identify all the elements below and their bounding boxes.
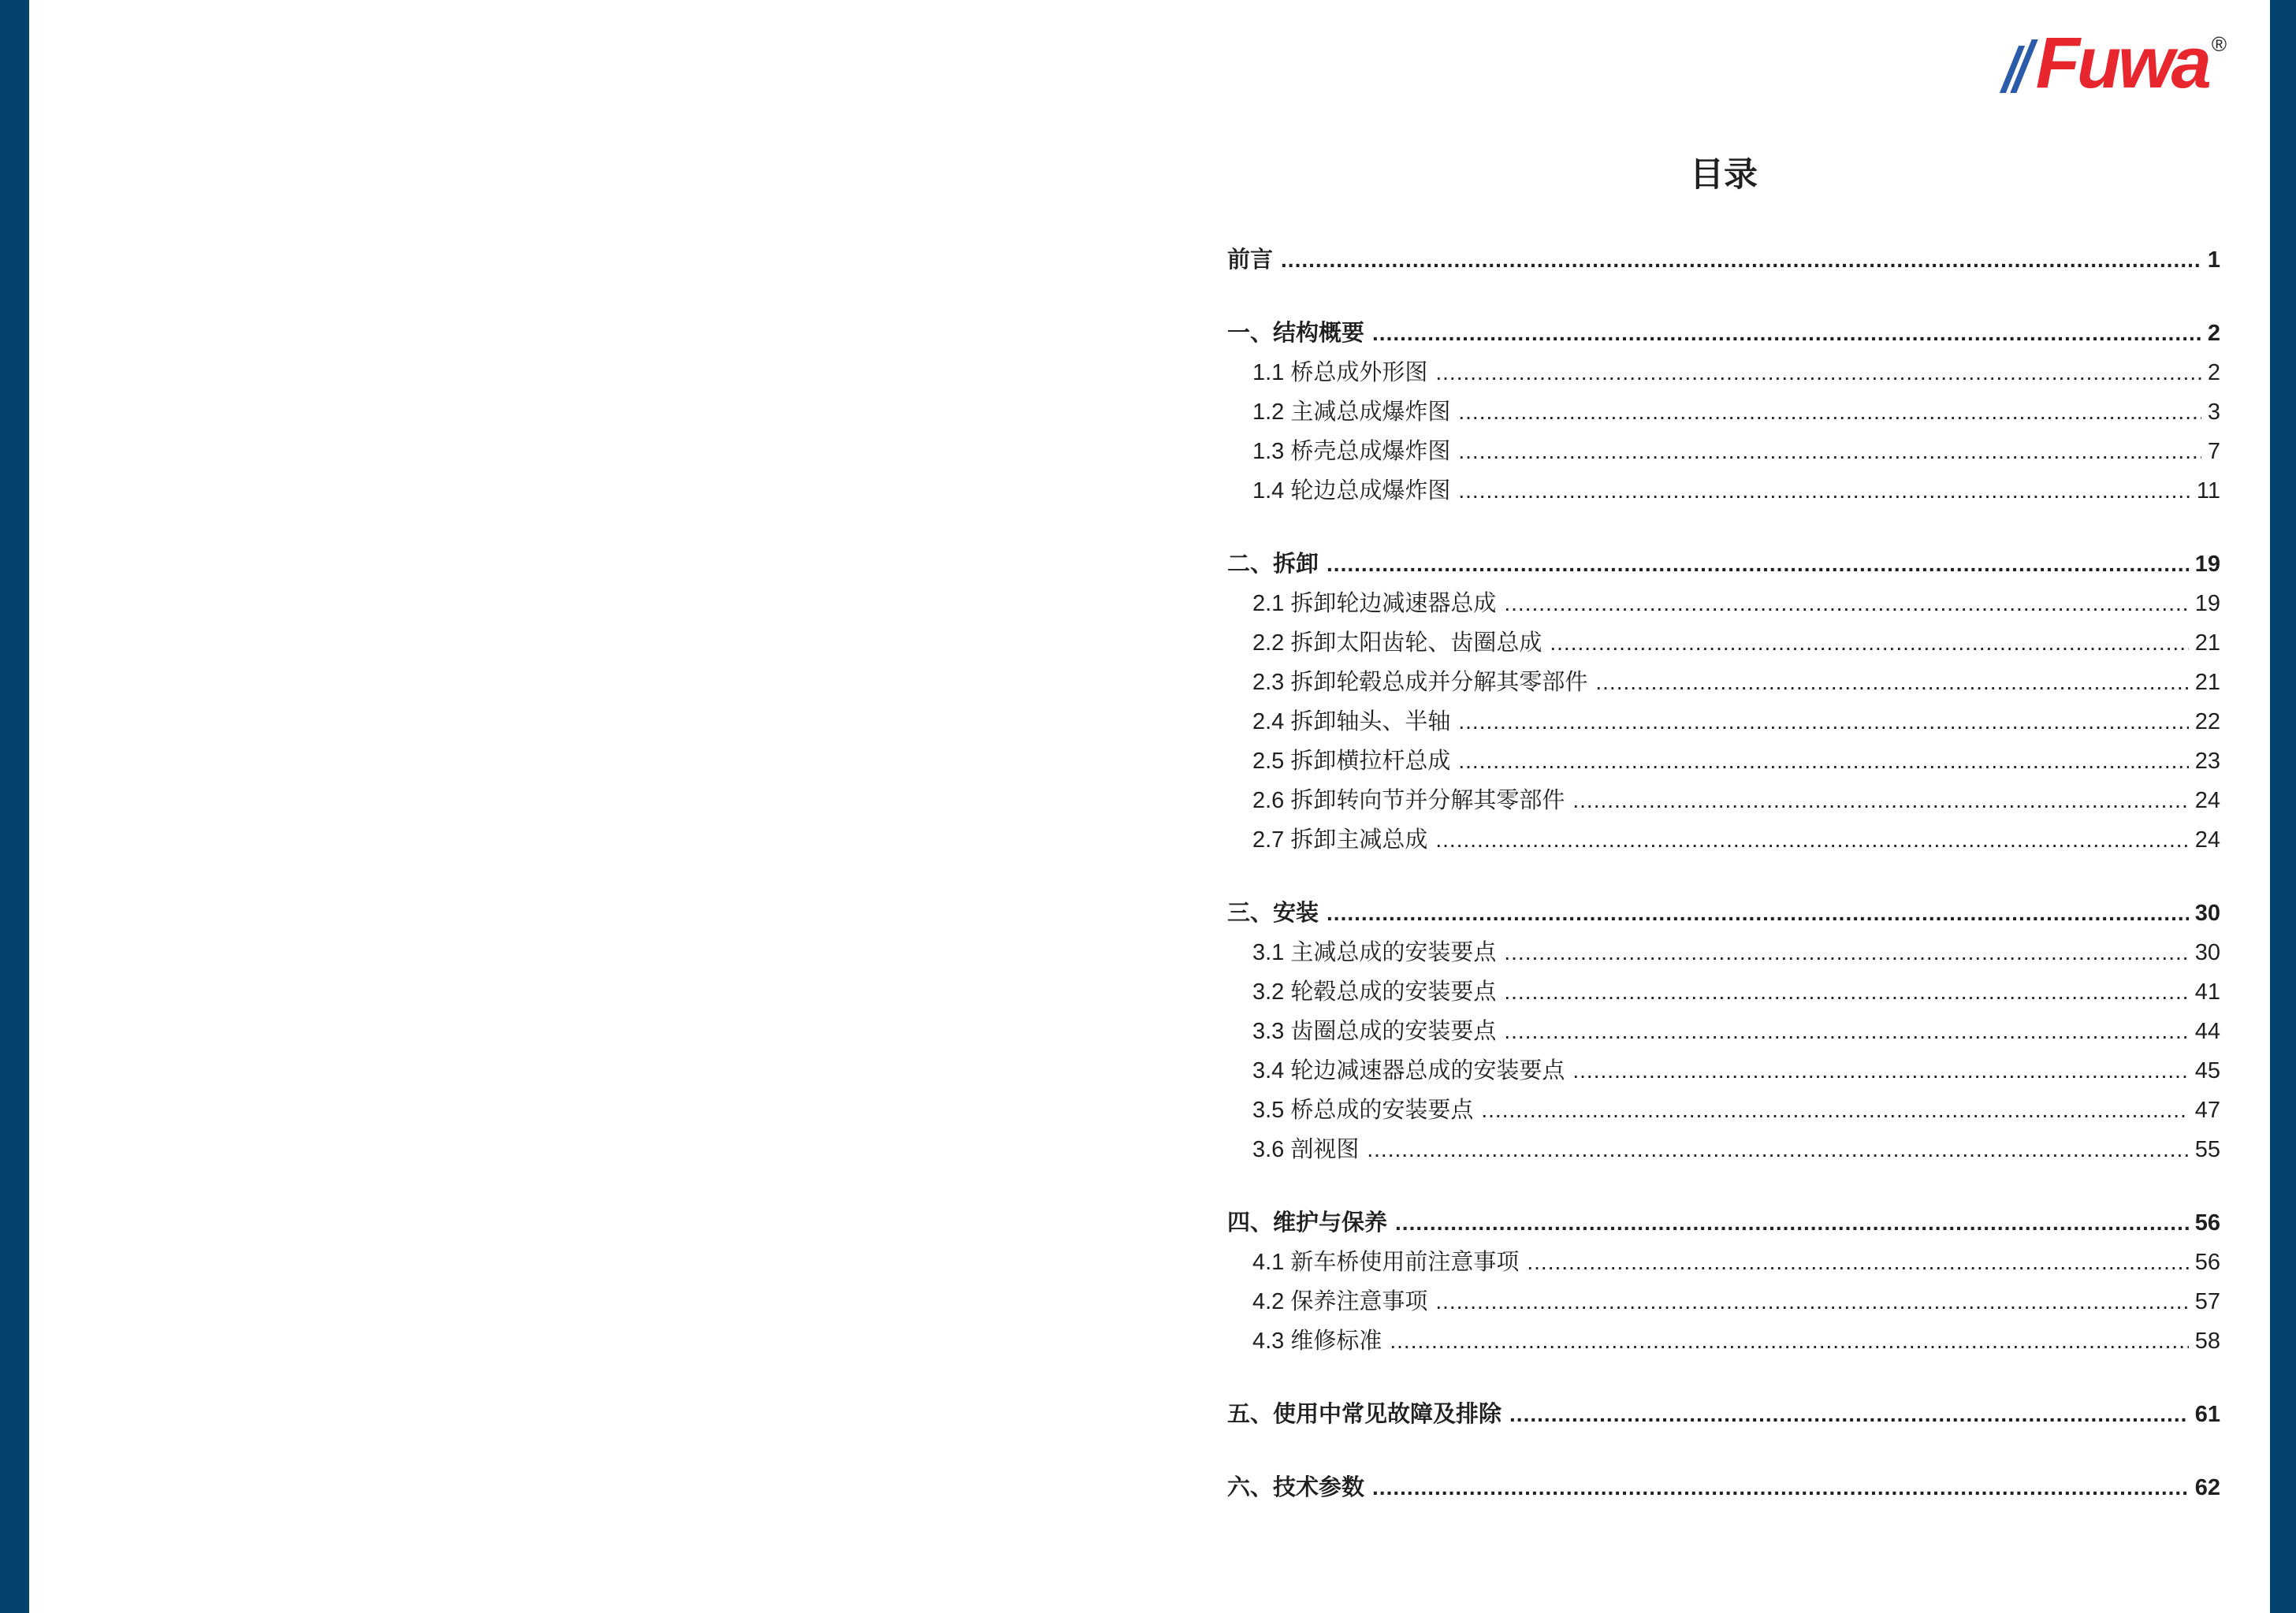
toc-entry-label: 五、使用中常见故障及排除 bbox=[1227, 1402, 1502, 1427]
fuwa-logo-text: Fuwa bbox=[2035, 23, 2209, 103]
toc-entry bbox=[1227, 1053, 2220, 1092]
toc-entry-label: 3.6 剖视图 bbox=[1252, 1137, 1360, 1162]
toc-entry-label: 2.7 拆卸主减总成 bbox=[1252, 827, 1428, 853]
toc-entry bbox=[1227, 585, 2220, 625]
toc-entry-page: 7 bbox=[2207, 439, 2220, 464]
toc-list bbox=[1227, 242, 2220, 1509]
toc-entry-label: 4.2 保养注意事项 bbox=[1252, 1289, 1428, 1314]
toc-entry-page: 55 bbox=[2194, 1137, 2220, 1162]
toc-entry-page: 41 bbox=[2194, 979, 2220, 1005]
dot-leader-icon bbox=[1572, 788, 2188, 813]
toc-entry-page: 61 bbox=[2194, 1402, 2220, 1427]
toc-entry-page: 62 bbox=[2194, 1475, 2220, 1500]
toc-entry bbox=[1227, 355, 2220, 394]
toc-entry bbox=[1227, 1205, 2220, 1244]
dot-leader-icon bbox=[1504, 591, 2188, 616]
dot-leader-icon bbox=[1504, 979, 2188, 1005]
toc-entry-page: 30 bbox=[2194, 901, 2220, 926]
dot-leader-icon bbox=[1504, 1019, 2188, 1044]
toc-entry bbox=[1227, 822, 2220, 861]
toc-entry-label: 2.5 拆卸横拉杆总成 bbox=[1252, 749, 1451, 774]
left-margin-bar bbox=[0, 0, 29, 1613]
dot-leader-icon bbox=[1481, 1098, 2188, 1123]
toc-entry bbox=[1227, 394, 2220, 433]
toc-entry bbox=[1227, 1244, 2220, 1284]
dot-leader-icon bbox=[1572, 1058, 2188, 1083]
toc-entry bbox=[1227, 1284, 2220, 1323]
toc-entry bbox=[1227, 433, 2220, 473]
toc-entry-page: 21 bbox=[2194, 670, 2220, 695]
toc-entry-label: 2.4 拆卸轴头、半轴 bbox=[1252, 709, 1451, 734]
toc-entry bbox=[1227, 743, 2220, 782]
toc-entry-label: 三、安装 bbox=[1227, 901, 1319, 926]
toc-entry bbox=[1227, 704, 2220, 743]
toc-entry bbox=[1227, 1013, 2220, 1053]
toc-entry bbox=[1227, 242, 2220, 281]
dot-leader-icon bbox=[1327, 552, 2189, 577]
toc-entry-page: 24 bbox=[2194, 827, 2220, 853]
right-margin-bar bbox=[2270, 0, 2296, 1613]
toc-entry-page: 1 bbox=[2207, 247, 2220, 273]
toc-entry bbox=[1227, 895, 2220, 935]
toc-entry-label: 2.1 拆卸轮边减速器总成 bbox=[1252, 591, 1497, 616]
toc-entry-page: 23 bbox=[2194, 749, 2220, 774]
toc-entry-label: 一、结构概要 bbox=[1227, 321, 1365, 346]
toc-entry bbox=[1227, 315, 2220, 355]
toc-entry-label: 1.4 轮边总成爆炸图 bbox=[1252, 478, 1451, 504]
dot-leader-icon bbox=[1372, 321, 2201, 346]
toc-entry-page: 11 bbox=[2196, 478, 2220, 504]
toc-entry bbox=[1227, 935, 2220, 974]
toc-entry bbox=[1227, 974, 2220, 1013]
dot-leader-icon bbox=[1527, 1250, 2188, 1275]
toc-entry-page: 58 bbox=[2194, 1329, 2220, 1354]
toc-entry-label: 3.5 桥总成的安装要点 bbox=[1252, 1098, 1474, 1123]
toc-entry-label: 3.2 轮毂总成的安装要点 bbox=[1252, 979, 1497, 1005]
toc-entry-page: 56 bbox=[2194, 1210, 2220, 1236]
dot-leader-icon bbox=[1509, 1402, 2189, 1427]
toc-entry bbox=[1227, 1132, 2220, 1171]
toc-entry-page: 56 bbox=[2194, 1250, 2220, 1275]
dot-leader-icon bbox=[1595, 670, 2188, 695]
dot-leader-icon bbox=[1367, 1137, 2188, 1162]
dot-leader-icon bbox=[1458, 478, 2190, 504]
toc-entry-label: 2.6 拆卸转向节并分解其零部件 bbox=[1252, 788, 1565, 813]
toc-entry-label: 3.4 轮边减速器总成的安装要点 bbox=[1252, 1058, 1565, 1083]
dot-leader-icon bbox=[1458, 400, 2201, 425]
toc-entry bbox=[1227, 473, 2220, 512]
toc-entry bbox=[1227, 1323, 2220, 1362]
toc-entry-page: 22 bbox=[2194, 709, 2220, 734]
dot-leader-icon bbox=[1281, 247, 2201, 273]
toc-entry-page: 21 bbox=[2194, 630, 2220, 656]
toc-entry-label: 2.3 拆卸轮毂总成并分解其零部件 bbox=[1252, 670, 1588, 695]
dot-leader-icon bbox=[1435, 827, 2188, 853]
toc-entry bbox=[1227, 546, 2220, 585]
dot-leader-icon bbox=[1435, 360, 2201, 385]
toc-entry-label: 1.2 主减总成爆炸图 bbox=[1252, 400, 1451, 425]
dot-leader-icon bbox=[1458, 709, 2188, 734]
toc-entry bbox=[1227, 1092, 2220, 1132]
toc-entry-page: 3 bbox=[2207, 400, 2220, 425]
toc-entry-label: 六、技术参数 bbox=[1227, 1475, 1365, 1500]
dot-leader-icon bbox=[1395, 1210, 2189, 1236]
toc-entry-page: 19 bbox=[2194, 591, 2220, 616]
dot-leader-icon bbox=[1435, 1289, 2188, 1314]
toc-content bbox=[1227, 0, 2220, 1509]
toc-entry-label: 2.2 拆卸太阳齿轮、齿圈总成 bbox=[1252, 630, 1542, 656]
dot-leader-icon bbox=[1372, 1475, 2189, 1500]
dot-leader-icon bbox=[1550, 630, 2188, 656]
dot-leader-icon bbox=[1504, 940, 2188, 965]
toc-entry-label: 3.1 主减总成的安装要点 bbox=[1252, 940, 1497, 965]
toc-entry-label: 前言 bbox=[1227, 247, 1274, 273]
toc-entry-label: 1.3 桥壳总成爆炸图 bbox=[1252, 439, 1451, 464]
toc-entry-label: 4.1 新车桥使用前注意事项 bbox=[1252, 1250, 1520, 1275]
toc-entry-page: 19 bbox=[2194, 552, 2220, 577]
toc-entry-label: 4.3 维修标准 bbox=[1252, 1329, 1382, 1354]
toc-entry-page: 30 bbox=[2194, 940, 2220, 965]
dot-leader-icon bbox=[1458, 439, 2201, 464]
dot-leader-icon bbox=[1458, 749, 2188, 774]
registered-trademark: ® bbox=[2211, 32, 2227, 56]
toc-entry bbox=[1227, 782, 2220, 822]
dot-leader-icon bbox=[1390, 1329, 2188, 1354]
toc-entry-label: 二、拆卸 bbox=[1227, 552, 1319, 577]
toc-entry-page: 24 bbox=[2194, 788, 2220, 813]
toc-entry bbox=[1227, 664, 2220, 704]
toc-entry bbox=[1227, 1470, 2220, 1509]
toc-entry-label: 1.1 桥总成外形图 bbox=[1252, 360, 1428, 385]
page-title: 目录 bbox=[1690, 157, 1758, 194]
toc-entry-page: 2 bbox=[2207, 360, 2220, 385]
toc-entry-page: 47 bbox=[2194, 1098, 2220, 1123]
toc-entry-label: 3.3 齿圈总成的安装要点 bbox=[1252, 1019, 1497, 1044]
toc-entry-page: 45 bbox=[2194, 1058, 2220, 1083]
toc-entry bbox=[1227, 625, 2220, 664]
toc-entry bbox=[1227, 1396, 2220, 1436]
toc-entry-page: 57 bbox=[2194, 1289, 2220, 1314]
toc-entry-page: 2 bbox=[2207, 321, 2220, 346]
dot-leader-icon bbox=[1327, 901, 2189, 926]
toc-entry-page: 44 bbox=[2194, 1019, 2220, 1044]
toc-entry-label: 四、维护与保养 bbox=[1227, 1210, 1388, 1236]
